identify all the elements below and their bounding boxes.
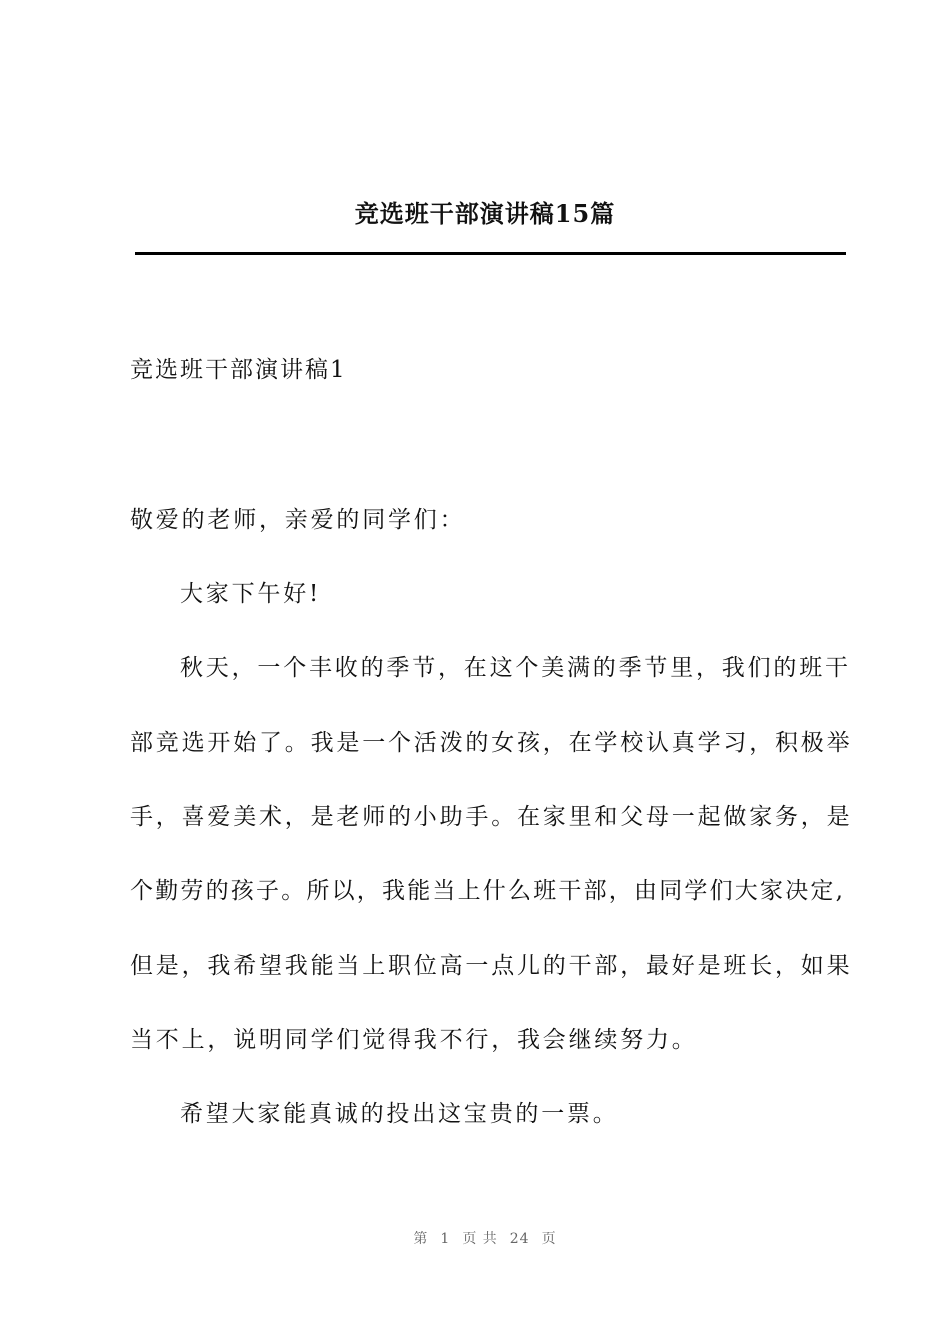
footer-total-pages: 24 bbox=[509, 1231, 530, 1247]
footer-page-number: 1 bbox=[440, 1231, 451, 1247]
footer-prefix: 第 bbox=[413, 1231, 429, 1247]
greeting-line: 敬爱的老师，亲爱的同学们： bbox=[130, 507, 466, 533]
document-title: 竞选班干部演讲稿15篇 bbox=[354, 199, 616, 228]
body-line-5: 个勤劳的孩子。所以，我能当上什么班干部，由同学们大家决定, bbox=[130, 878, 846, 904]
title-divider bbox=[135, 252, 846, 255]
body-line-2: 秋天，一个丰收的季节，在这个美满的季节里，我们的班干 bbox=[180, 655, 851, 681]
footer-suffix: 页 bbox=[541, 1231, 557, 1247]
footer-middle: 页 共 bbox=[462, 1231, 498, 1247]
page-footer bbox=[0, 1228, 950, 1248]
section-heading: 竞选班干部演讲稿1 bbox=[130, 357, 347, 383]
body-line-1: 大家下午好! bbox=[180, 581, 322, 607]
body-line-3: 部竞选开始了。我是一个活泼的女孩，在学校认真学习，积极举 bbox=[130, 730, 853, 756]
body-line-4: 手，喜爱美术，是老师的小助手。在家里和父母一起做家务，是 bbox=[130, 804, 853, 830]
body-line-8: 希望大家能真诚的投出这宝贵的一票。 bbox=[180, 1101, 619, 1127]
body-line-6: 但是，我希望我能当上职位高一点儿的干部，最好是班长，如果 bbox=[130, 953, 853, 979]
body-line-7: 当不上，说明同学们觉得我不行，我会继续努力。 bbox=[130, 1027, 698, 1053]
